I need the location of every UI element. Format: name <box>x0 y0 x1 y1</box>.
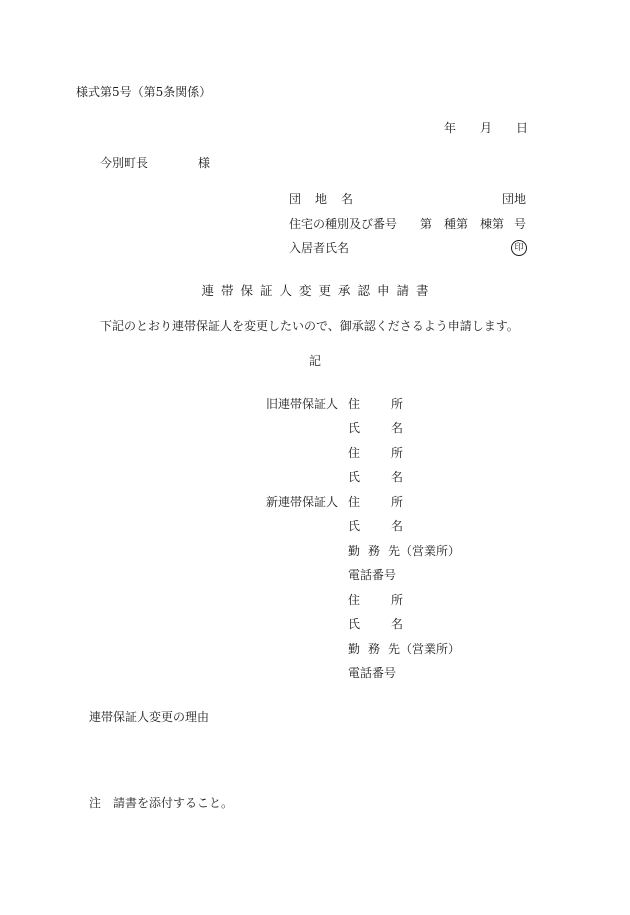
form-number: 様式第5号（第5条関係） <box>76 85 212 99</box>
old-guarantor-label: 旧連帯保証人 <box>266 397 339 411</box>
date-line <box>444 122 528 134</box>
resident-name-label: 入居者氏名 <box>289 241 350 255</box>
seal-mark-icon: 印 <box>511 240 527 256</box>
new-guarantor-label: 新連帯保証人 <box>266 495 339 509</box>
old-guarantor-2-name-label: 氏 名 <box>348 470 404 484</box>
note-prefix: 注 <box>89 796 102 810</box>
old-guarantor-1-name-label: 氏 名 <box>348 421 404 435</box>
danchi-suffix: 団地 <box>502 192 527 206</box>
house-kind-suffix: 種第 <box>444 217 469 231</box>
new-guarantor-2-phone-label: 電話番号 <box>348 666 397 680</box>
old-guarantor-2-address-label: 住 所 <box>348 446 404 460</box>
house-type-number-value <box>420 218 526 230</box>
note <box>89 797 233 809</box>
house-building-suffix: 棟第 <box>480 217 505 231</box>
ki-marker: 記 <box>308 354 321 368</box>
document-title: 連帯保証人変更承認申請書 <box>201 283 436 298</box>
new-guarantor-1-workplace-label: 勤 務 先（営業所） <box>348 544 461 558</box>
new-guarantor-1-phone-label: 電話番号 <box>348 568 397 582</box>
addressee-honorific: 様 <box>198 156 211 170</box>
danchi-name-label: 団地名 <box>289 192 368 206</box>
addressee-name: 今別町長 <box>100 156 149 170</box>
old-guarantor-1-address-label: 住 所 <box>348 397 404 411</box>
request-sentence: 下記のとおり連帯保証人を変更したいので、御承認くださるよう申請します。 <box>100 319 519 333</box>
date-day-label: 日 <box>516 121 529 135</box>
date-year-label: 年 <box>444 121 457 135</box>
note-text: 請書を添付すること。 <box>113 796 234 810</box>
change-reason-label: 連帯保証人変更の理由 <box>89 710 210 724</box>
new-guarantor-2-address-label: 住 所 <box>348 593 404 607</box>
addressee <box>100 157 210 169</box>
house-kind-prefix: 第 <box>420 217 433 231</box>
house-type-number-label: 住宅の種別及び番号 <box>289 217 398 231</box>
new-guarantor-1-name-label: 氏 名 <box>348 519 404 533</box>
new-guarantor-2-name-label: 氏 名 <box>348 617 404 631</box>
new-guarantor-2-workplace-label: 勤 務 先（営業所） <box>348 642 461 656</box>
house-number-suffix: 号 <box>514 217 527 231</box>
new-guarantor-1-address-label: 住 所 <box>348 495 404 509</box>
date-month-label: 月 <box>480 121 493 135</box>
